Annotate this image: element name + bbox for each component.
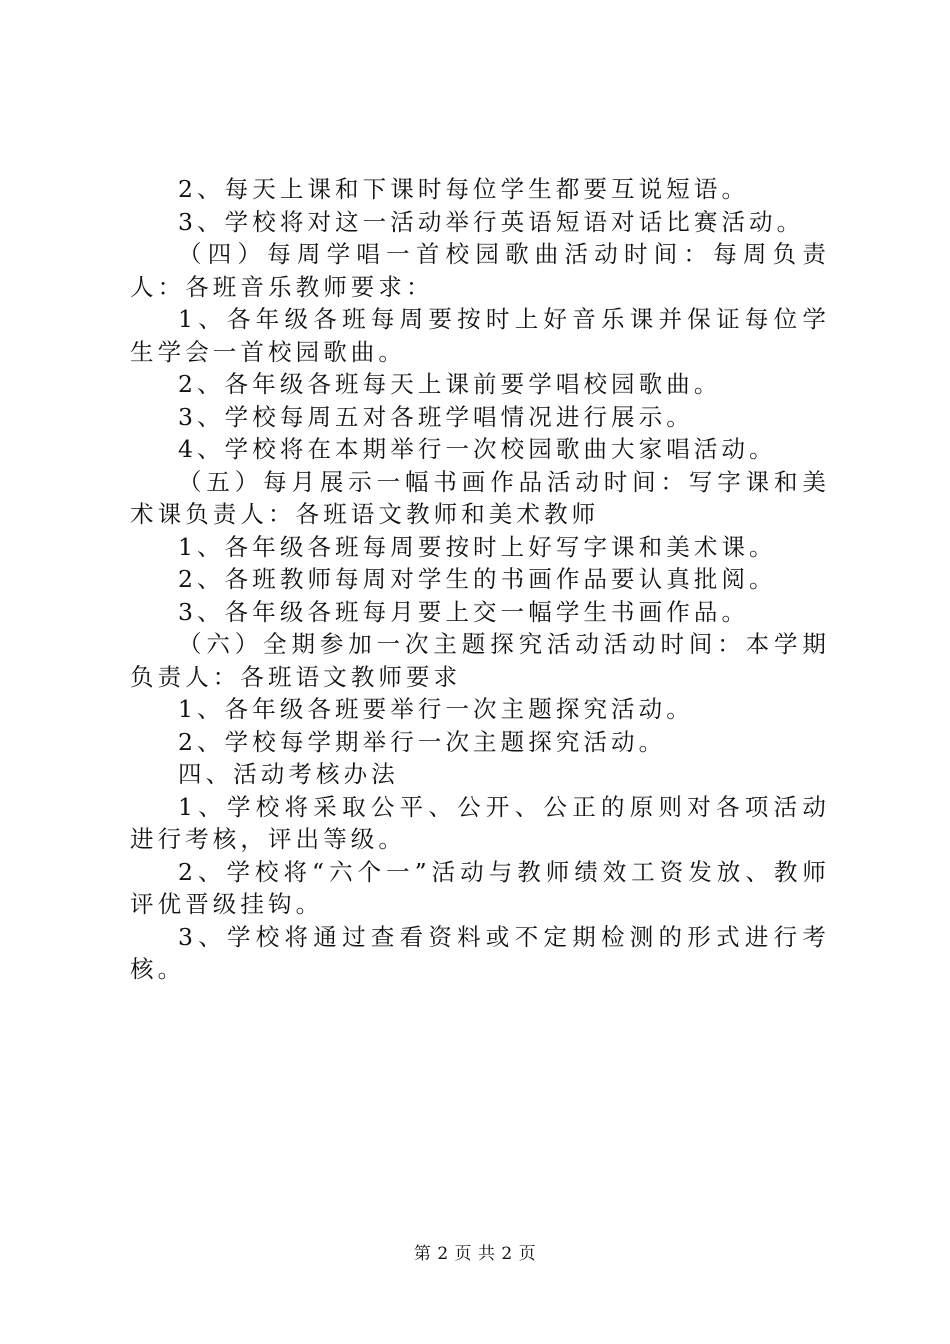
paragraph: 3、学校将对这一活动举行英语短语对话比赛活动。 — [178, 207, 805, 236]
paragraph: 3、学校将通过查看资料或不定期检测的形式进行考核。 — [130, 922, 830, 983]
paragraph: 2、每天上课和下课时每位学生都要互说短语。 — [178, 175, 750, 203]
section-heading: （五）每月展示一幅书画作品活动时间：写字课和美术课负责人：各班语文教师和美术教师 — [130, 467, 830, 528]
paragraph: 2、学校将“六个一”活动与教师绩效工资发放、教师评优晋级挂钩。 — [130, 857, 830, 918]
paragraph: 1、各年级各班每周要按时上好写字课和美术课。 — [178, 532, 777, 561]
paragraph: 1、学校将采取公平、公开、公正的原则对各项活动进行考核，评出等级。 — [130, 792, 830, 853]
paragraph: 3、学校每周五对各班学唱情况进行展示。 — [178, 402, 694, 431]
section-heading: （四）每周学唱一首校园歌曲活动时间：每周负责人：各班音乐教师要求： — [130, 240, 830, 301]
document-body — [130, 173, 830, 986]
paragraph: 3、各年级各班每月要上交一幅学生书画作品。 — [178, 597, 750, 626]
section-heading: 四、活动考核办法 — [178, 760, 399, 788]
paragraph: 1、各年级各班每周要按时上好音乐课并保证每位学生学会一首校园歌曲。 — [130, 305, 830, 366]
page-number-footer: 第 2 页 共 2 页 — [413, 1244, 537, 1264]
paragraph: 2、各年级各班每天上课前要学唱校园歌曲。 — [178, 370, 722, 398]
paragraph: 4、学校将在本期举行一次校园歌曲大家唱活动。 — [178, 435, 777, 463]
paragraph: 1、各年级各班要举行一次主题探究活动。 — [178, 695, 694, 723]
paragraph: 2、各班教师每周对学生的书画作品要认真批阅。 — [178, 565, 777, 593]
paragraph: 2、学校每学期举行一次主题探究活动。 — [178, 727, 667, 756]
section-heading: （六）全期参加一次主题探究活动活动时间：本学期负责人：各班语文教师要求 — [130, 630, 830, 691]
